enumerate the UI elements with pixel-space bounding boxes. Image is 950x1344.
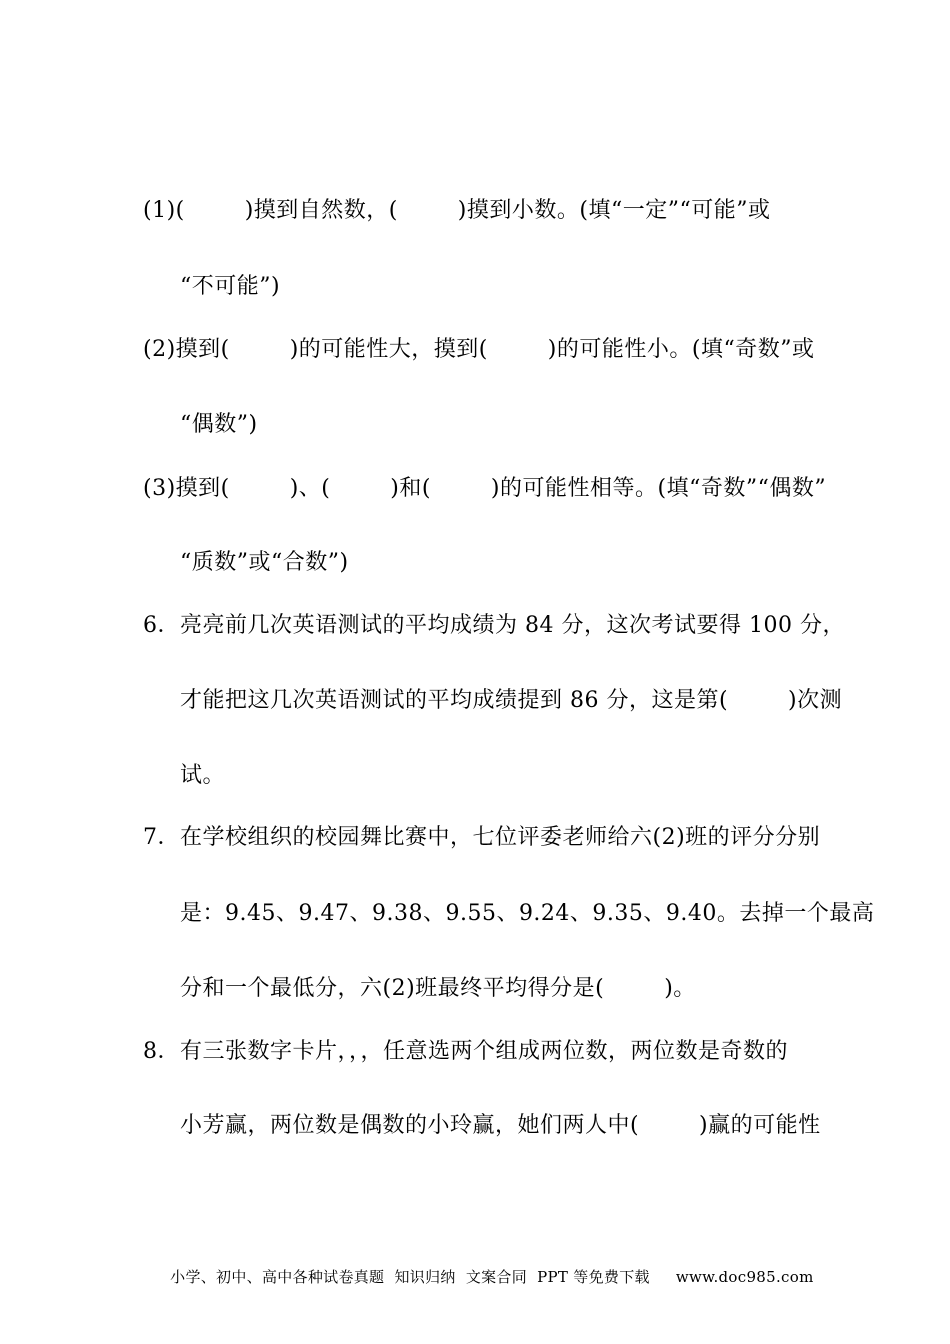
text-line: “质数”或“合数”)	[180, 550, 349, 575]
text-line: (2)摸到( )的可能性大，摸到( )的可能性小。(填“奇数”或	[143, 337, 815, 362]
text-line: 7．在学校组织的校园舞比赛中，七位评委老师给六(2)班的评分分别	[143, 825, 821, 850]
footer-site-link[interactable]: www.doc985.com	[675, 1268, 814, 1286]
text-line: (3)摸到( )、( )和( )的可能性相等。(填“奇数”“偶数”	[143, 476, 827, 501]
text-line: (1)( )摸到自然数，( )摸到小数。(填“一定”“可能”或	[143, 198, 771, 223]
text-line: 才能把这几次英语测试的平均成绩提到 86 分，这是第( )次测	[180, 688, 843, 713]
text-line: 试。	[180, 763, 226, 788]
text-line: 分和一个最低分，六(2)班最终平均得分是( )。	[180, 976, 696, 1001]
footer-text: 小学、初中、高中各种试卷真题 知识归纳 文案合同 PPT 等免费下载	[170, 1268, 650, 1286]
page-footer	[160, 1244, 814, 1288]
text-line: 8．有三张数字卡片，，，任意选两个组成两位数，两位数是奇数的	[143, 1039, 788, 1064]
text-line: “不可能”)	[180, 274, 281, 299]
text-line: “偶数”)	[180, 412, 258, 437]
text-line: 是：9.45、9.47、9.38、9.55、9.24、9.35、9.40。去掉一个最高	[180, 901, 875, 926]
text-line: 6．亮亮前几次英语测试的平均成绩为 84 分，这次考试要得 100 分，	[143, 613, 845, 638]
text-line: 小芳赢，两位数是偶数的小玲赢，她们两人中( )赢的可能性	[180, 1113, 821, 1138]
